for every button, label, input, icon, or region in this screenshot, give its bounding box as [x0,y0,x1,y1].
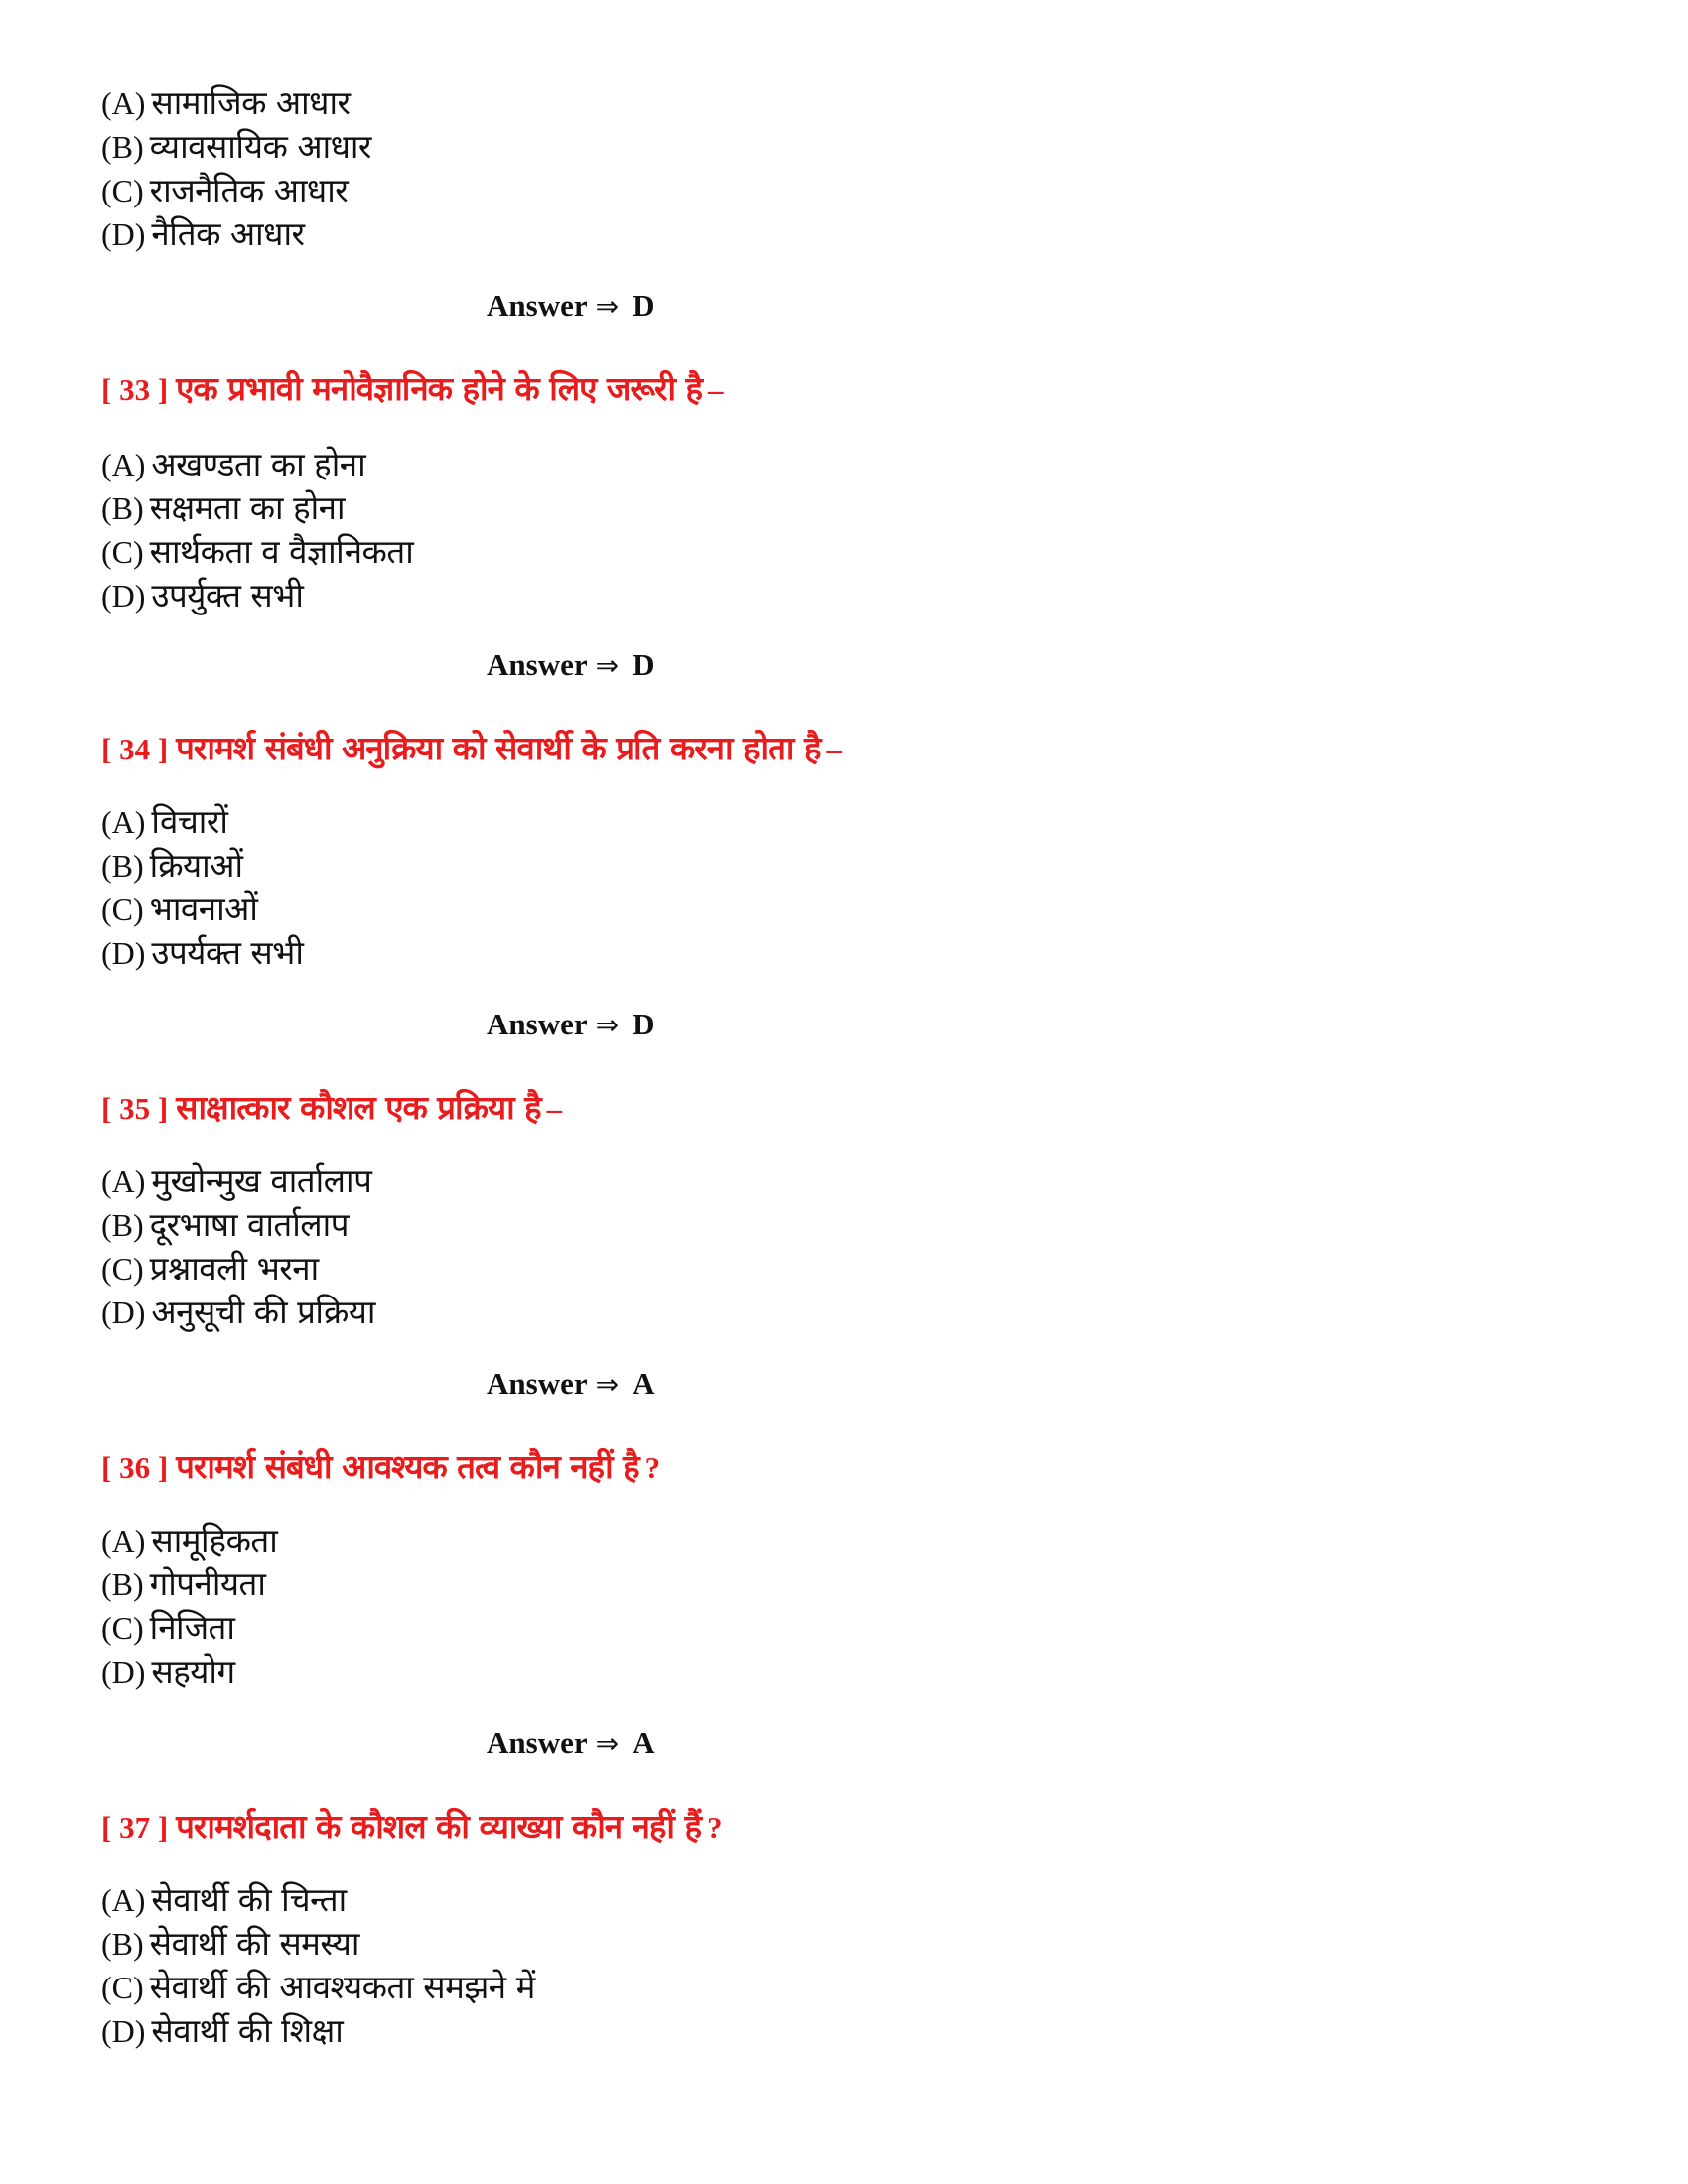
option-a: (A) अखण्डता का होना [101,445,366,483]
question-options [101,443,1591,617]
option-d: (D) सहयोग [101,1652,235,1691]
question-heading: [ 35 ] साक्षात्कार कौशल एक प्रक्रिया है – [101,1088,563,1127]
option-c: (C) राजनैतिक आधार [101,171,349,209]
option-c: (C) सेवार्थी की आवश्यकता समझने में [101,1968,535,2006]
question-options [101,1160,1591,1334]
question-options [101,1878,1591,2053]
answer-line: Answer ⇒ A [487,1725,655,1760]
answer-line: Answer ⇒ A [487,1366,655,1401]
question-heading: [ 34 ] परामर्श संबंधी अनुक्रिया को सेवार्थी के प्रति करना होता है – [101,729,842,767]
option-a: (A) सेवार्थी की चिन्ता [101,1880,347,1919]
option-a: (A) मुखोन्मुख वार्तालाप [101,1161,372,1200]
implies-arrow-icon: ⇒ [595,290,620,323]
option-d: (D) उपर्यक्त सभी [101,933,304,972]
answer-line: Answer ⇒ D [487,647,655,682]
option-d: (D) सेवार्थी की शिक्षा [101,2011,344,2050]
option-d: (D) उपर्युक्त सभी [101,576,304,614]
question-options [101,800,1591,975]
implies-arrow-icon: ⇒ [595,1009,620,1041]
option-b: (B) क्रियाओं [101,846,243,885]
question-heading: [ 37 ] परामर्शदाता के कौशल की व्याख्या कौन नहीं हैं ? [101,1807,723,1845]
option-b: (B) सेवार्थी की समस्या [101,1924,359,1963]
question-options [101,1519,1591,1694]
question-heading: [ 33 ] एक प्रभावी मनोवैज्ञानिक होने के लिए जरूरी है – [101,369,724,408]
option-d: (D) नैतिक आधार [101,214,305,253]
option-d: (D) अनुसूची की प्रक्रिया [101,1293,375,1331]
option-a: (A) विचारों [101,802,228,841]
option-c: (C) प्रश्नावली भरना [101,1249,319,1288]
option-c: (C) भावनाओं [101,889,258,928]
option-b: (B) दूरभाषा वार्तालाप [101,1205,349,1244]
implies-arrow-icon: ⇒ [595,1368,620,1401]
implies-arrow-icon: ⇒ [595,1727,620,1760]
implies-arrow-icon: ⇒ [595,649,620,682]
option-a: (A) सामूहिकता [101,1521,278,1560]
question-heading: [ 36 ] परामर्श संबंधी आवश्यक तत्व कौन नहीं है ? [101,1447,661,1486]
leading-options [101,81,1591,256]
option-b: (B) गोपनीयता [101,1565,266,1603]
option-b: (B) व्यावसायिक आधार [101,127,371,166]
option-a: (A) सामाजिक आधार [101,83,351,122]
option-c: (C) सार्थकता व वैज्ञानिकता [101,532,414,571]
answer-line: Answer ⇒ D [487,1007,655,1041]
option-c: (C) निजिता [101,1608,235,1647]
answer-line: Answer ⇒ D [487,288,655,323]
option-b: (B) सक्षमता का होना [101,488,346,527]
